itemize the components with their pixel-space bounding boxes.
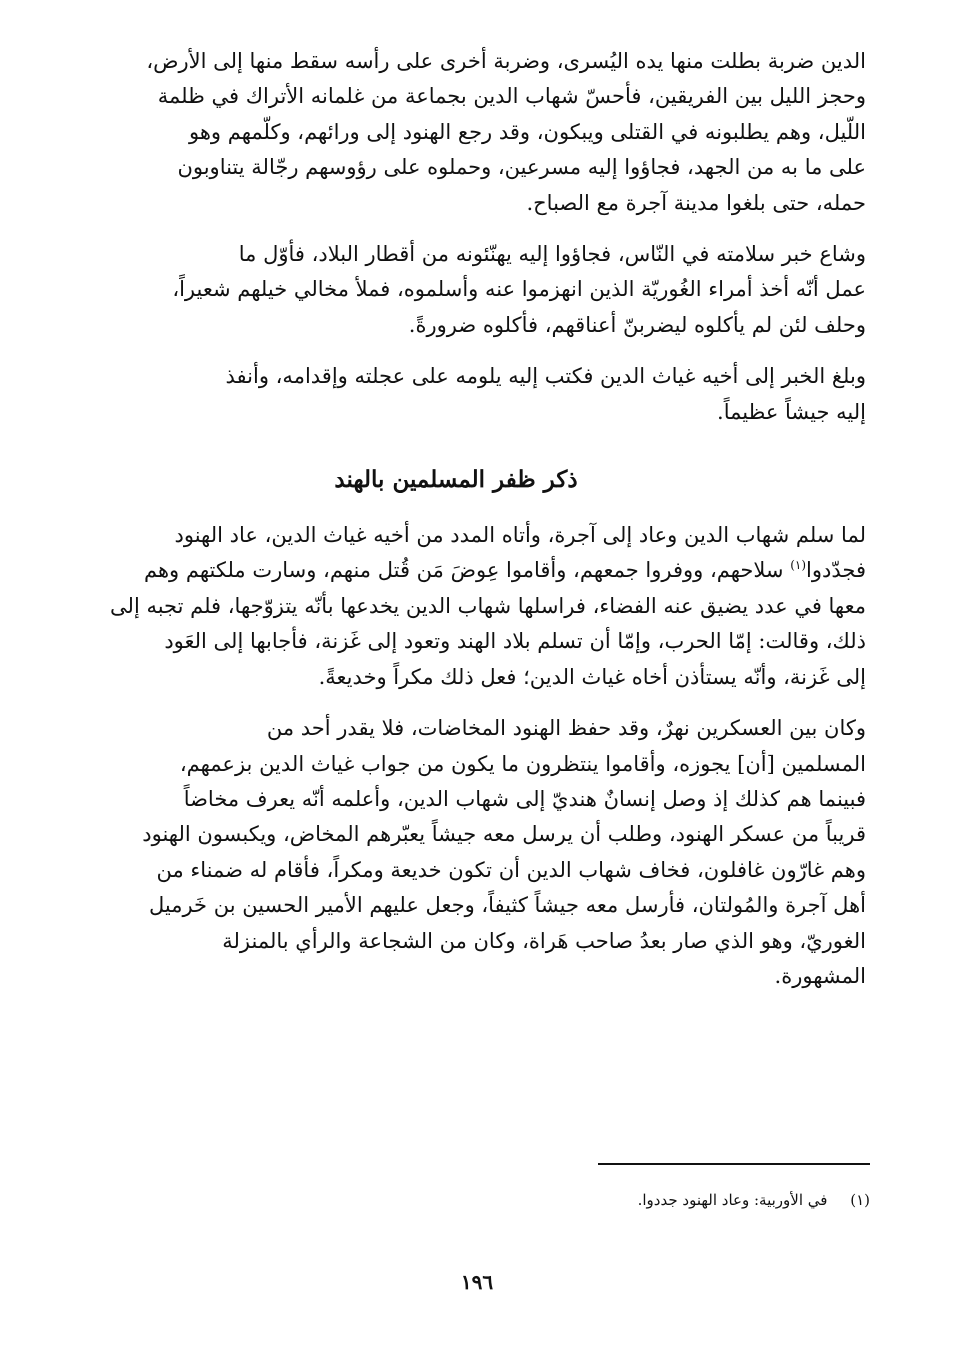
footnote-number: (١)	[850, 1191, 870, 1209]
text-line: عمل أنّه أخذ أمراء الغُوريّة الذين انهزموا عنه وأسلموه، فملأ مخالي خيلهم شعيراً،	[172, 277, 866, 302]
text-line: على ما به من الجهد، فجاؤوا إليه مسرعين، وحملوه على رؤوسهم رجّالة يتناوبون	[177, 155, 866, 180]
paragraph-gap	[46, 695, 866, 711]
text-line: وهم غارّون غافلون، فخاف شهاب الدين أن تكون خديعة ومكراً، فأقام له ضمناء من	[156, 857, 866, 882]
text-line: الدين ضربة بطلت منها يده اليُسرى، وضربة أخرى على رأسه سقط منها إلى الأرض،	[146, 49, 866, 73]
text-line: وحلف لئن لم يأكلوه ليضربنّ أعناقهم، فأكلوه ضرورةً.	[408, 312, 866, 337]
paragraph-gap	[46, 221, 866, 237]
text-fragment: فجدّدوا	[806, 558, 866, 583]
text-line: المشهورة.	[774, 963, 866, 988]
text-line: حمله، حتى بلغوا مدينة آجرة مع الصباح.	[526, 190, 866, 215]
text-line: معها في عدد يضيق عنه الفضاء، فراسلها شهاب الدين يخدعها بأنّه يتزوّجها، فلم تجبه إلى	[110, 593, 866, 618]
text-line: وشاع خبر سلامته في النّاس، فجاؤوا إليه يهنّئونه من أقطار البلاد، فأوّل ما	[238, 242, 866, 267]
text-fragment: سلاحهم، ووفروا جمعهم، وأقاموا عِوضَ مَن قُتل منهم، وسارت ملكتهم وهم	[143, 558, 784, 583]
page-number: ١٩٦	[460, 1270, 494, 1294]
paragraph-4	[46, 518, 866, 695]
footnote	[46, 1188, 870, 1212]
footnote-text: في الأوربية: وعاد الهنود جددوا.	[637, 1191, 828, 1209]
text-line: المسلمين [أن] يجوزه، وأقاموا ينتظرون ما يكون من جواب غياث الدين بزعمهم،	[179, 751, 866, 776]
text-line: فبينما هم كذلك إذ وصل إنسانٌ هنديّ إلى شهاب الدين، وأعلمه أنّه يعرف مخاضاً	[183, 786, 866, 811]
paragraph-3	[46, 359, 866, 430]
text-line: وكان بين العسكرين نهرٌ، وقد حفظ الهنود المخاضات، فلا يقدر أحد من	[266, 716, 866, 741]
text-line: لما سلم شهاب الدين وعاد إلى آجرة، وأتاه المدد من أخيه غياث الدين، عاد الهنود	[174, 523, 866, 548]
footnote-marker[interactable]: (١)	[790, 558, 807, 573]
section-heading: ذكر ظفر المسلمين بالهند	[334, 466, 578, 494]
text-line: إليه جيشاً عظيماً.	[717, 399, 866, 424]
text-line: أهل آجرة والمُولتان، فأرسل معه جيشاً كثيفاً، وجعل عليهم الأمير الحسين بن خَرميل	[148, 893, 866, 918]
text-line	[46, 553, 866, 588]
text-line: وحجز الليل بين الفريقين، فأحسّ شهاب الدين بجماعة من غلمانه الأتراك في ظلمة	[157, 84, 866, 109]
paragraph-gap	[46, 343, 866, 359]
text-line: قريباً من عسكر الهنود، وطلب أن يرسل معه جيشاً يعبّرهم المخاض، ويكبسون الهنود	[142, 822, 866, 847]
text-line: الغوريّ، وهو الذي صار بعدُ صاحب هَراة، وكان من الشجاعة والرأي بالمنزلة	[222, 928, 866, 953]
footnote-divider	[598, 1163, 870, 1165]
text-line: ذلك، وقالت: إمّا الحرب، وإمّا أن تسلم بلاد الهند وتعود إلى غَزنة، فأجابها إلى العَود	[164, 629, 866, 654]
paragraph-2	[46, 237, 866, 343]
paragraph-5	[46, 711, 866, 994]
text-line: اللّيل، وهم يطلبونه في القتلى ويبكون، وقد رجع الهنود إلى ورائهم، وكلّمهم وهو	[188, 119, 866, 144]
paragraph-1	[46, 44, 866, 221]
text-line: وبلغ الخبر إلى أخيه غياث الدين فكتب إليه يلومه على عجلته وإقدامه، وأنفذ	[225, 364, 866, 389]
text-line: إلى غَزنة، وأنّه يستأذن أخاه غياث الدين؛ فعل ذلك مكراً وخديعةً.	[318, 664, 866, 689]
